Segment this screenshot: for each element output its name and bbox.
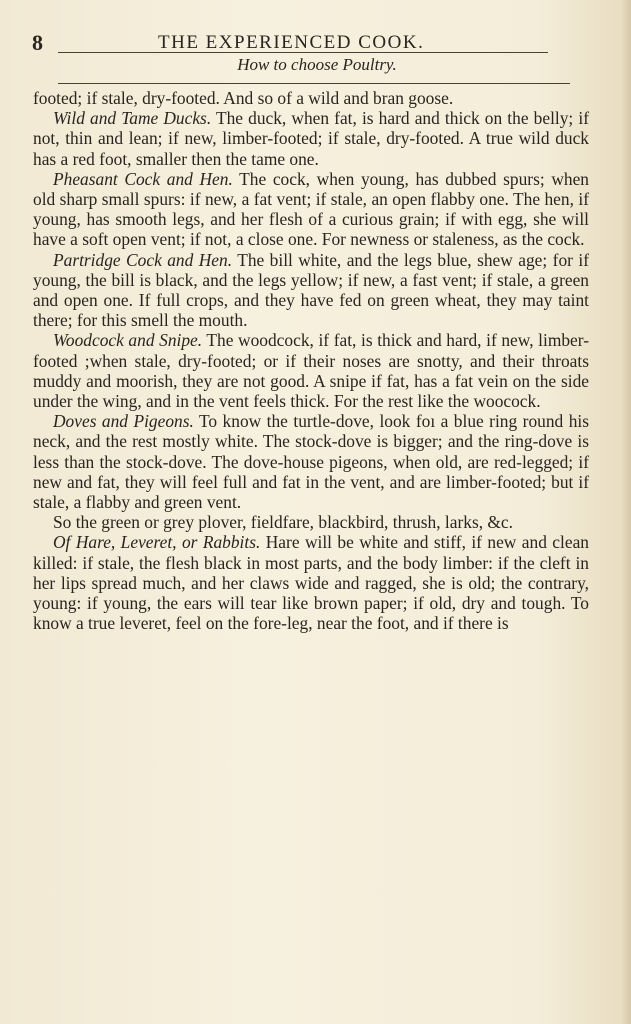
header-rule-top bbox=[58, 52, 548, 53]
page-header bbox=[32, 22, 592, 56]
paragraph-hare bbox=[33, 532, 589, 633]
page-edge-shadow bbox=[621, 0, 631, 1024]
paragraph-text: The bill white, and the legs blue, shew age; for if young, the bill is black, and the legs yellow; if new, a fast vent; if stale, a green and open one. If full crops, and they have fed on green wheat, they may taint there; for this smell the mouth. bbox=[33, 249, 589, 331]
paragraph-ducks bbox=[33, 108, 589, 169]
paragraph-plover bbox=[33, 512, 589, 532]
paragraph-text: The woodcock, if fat, is thick and hard, if new, limber-footed ;when stale, dry-footed; or if their noses are snotty, and their throats muddy and moorish, they are not good. A snipe if fat, has a fat vein on the side under the wing, and in the vent feels thick. For the rest like the woocock. bbox=[33, 330, 590, 412]
paragraph-text: To know the turtle-dove, look foı a blue ring round his neck, and the rest mostly white. The stock-dove is bigger; and the ring-dove is less than the stock-dove. The dove-house pigeons, when old, are red-legged; if new and fat, they will feel full and fat in the vent, and are limber-footed; but if stale, a flabby and green vent. bbox=[33, 411, 589, 513]
paragraph-doves bbox=[33, 411, 589, 512]
paragraph-partridge bbox=[33, 250, 589, 331]
paragraph-heading: Doves and Pigeons. bbox=[53, 411, 194, 432]
paragraph-pheasant bbox=[33, 169, 589, 250]
paragraph-heading: Woodcock and Snipe. bbox=[53, 330, 203, 351]
body-text bbox=[33, 88, 589, 633]
header-rule-bottom bbox=[58, 83, 570, 84]
paragraph-text: The duck, when fat, is hard and thick on the belly; if not, thin and lean; if new, limber-footed; if stale, dry-footed. A true wild duck has a red foot, smaller then the tame one. bbox=[33, 108, 589, 169]
paragraph-text: The cock, when young, has dubbed spurs; when old sharp small spurs: if new, a fat vent; if stale, an open flabby one. The hen, if young, has smooth legs, and her flesh of a curious grain; if with egg, she will have a soft open vent; if not, a close one. For newness or staleness, as the cock. bbox=[33, 168, 589, 250]
paragraph-heading: Of Hare, Leveret, or Rabbits. bbox=[53, 532, 261, 553]
section-subhead: How to choose Poultry. bbox=[237, 55, 397, 74]
paragraph-text: footed; if stale, dry-footed. And so of a wild and bran goose. bbox=[33, 88, 454, 108]
paragraph-text: Hare will be white and stiff, if new and clean killed: if stale, the flesh black in most parts, and the body limber: if the cleft in her lips spread much, and her claws wide and ragged, she is old; the contrary, young: if young, the ears will tear like brown paper; if old, dry and tough. To know a true leveret, feel on the fore-leg, near the foot, and if there is bbox=[33, 532, 589, 634]
paragraph-continuation bbox=[33, 88, 589, 108]
running-title: THE EXPERIENCED COOK. bbox=[158, 32, 425, 53]
page-number: 8 bbox=[32, 30, 43, 55]
paragraph-heading: Pheasant Cock and Hen. bbox=[53, 168, 233, 189]
paragraph-text: So the green or grey plover, fieldfare, blackbird, thrush, larks, &c. bbox=[53, 512, 514, 533]
paragraph-heading: Wild and Tame Ducks. bbox=[53, 108, 212, 129]
paragraph-woodcock bbox=[33, 330, 589, 411]
paragraph-heading: Partridge Cock and Hen. bbox=[53, 249, 233, 270]
